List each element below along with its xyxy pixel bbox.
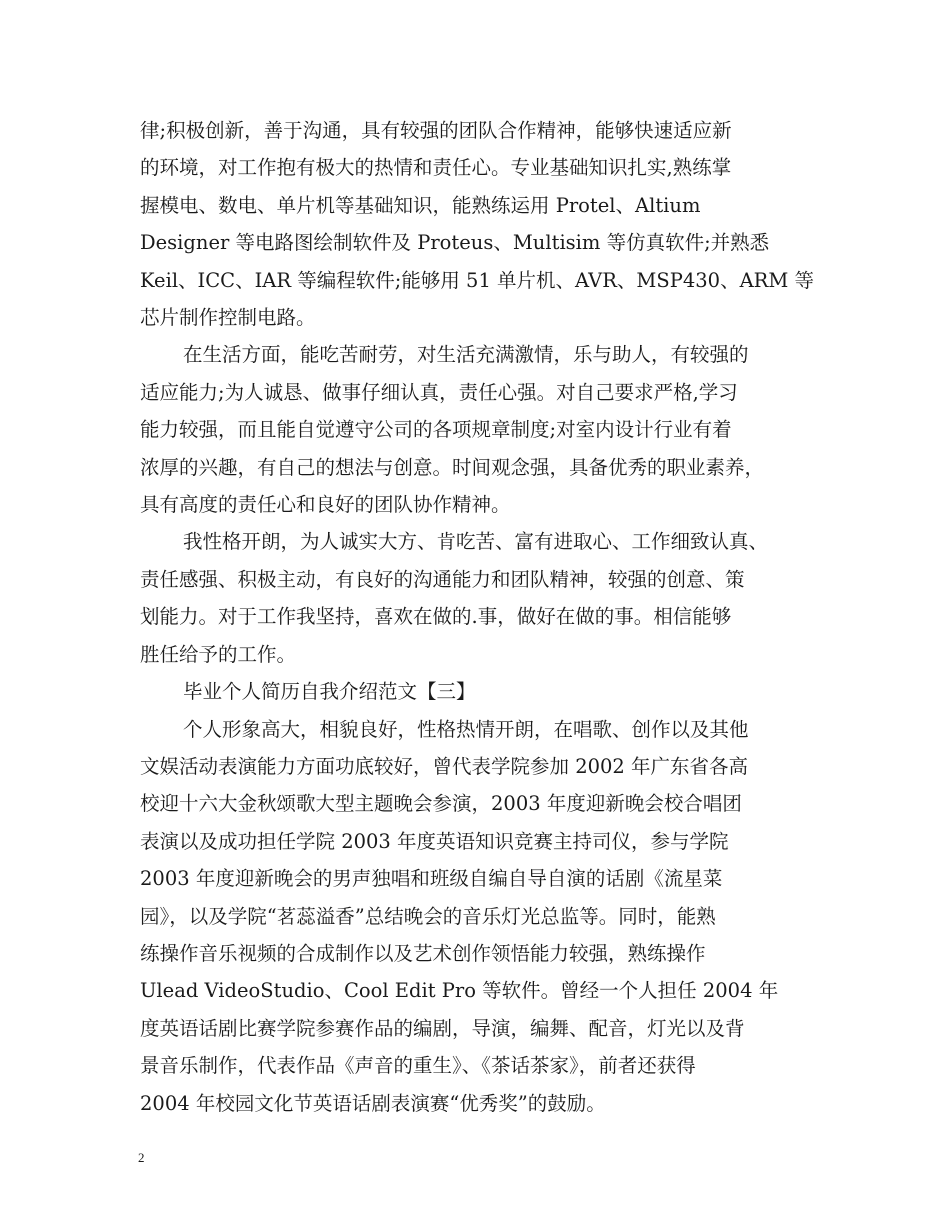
body-paragraph [140,523,815,673]
section-heading [140,673,815,710]
text-line: 在生活方面，能吃苦耐劳，对生活充满激情，乐与助人，有较强的 [183,343,749,367]
text-line: 能力较强，而且能自觉遵守公司的各项规章制度;对室内设计行业有着 [140,418,732,442]
text-line: 我性格开朗，为人诚实大方、肯吃苦、富有进取心、工作细致认真、 [183,530,769,554]
text-line: 2004 年校园文化节英语话剧表演赛“优秀奖”的鼓励。 [140,1091,606,1115]
body-paragraph [140,711,815,1122]
text-line: Keil、ICC、IAR 等编程软件;能够用 51 单片机、AVR、MSP430、ARM 等 [140,268,815,292]
text-line: 浓厚的兴趣，有自己的想法与创意。时间观念强，具备优秀的职业素养， [140,455,765,479]
text-line: 校迎十六大金秋颂歌大型主题晚会参演，2003 年度迎新晚会校合唱团 [140,792,742,816]
text-line: 芯片制作控制电路。 [140,306,316,330]
text-line: 的环境，对工作抱有极大的热情和责任心。专业基础知识扎实,熟练掌 [140,156,732,180]
text-line: 个人形象高大，相貌良好，性格热情开朗，在唱歌、创作以及其他 [183,717,749,741]
text-line: 划能力。对于工作我坚持，喜欢在做的.事，做好在做的事。相信能够 [140,605,732,629]
text-line: 2003 年度迎新晚会的男声独唱和班级自编自导自演的话剧《流星菜 [140,867,723,891]
text-line: 胜任给予的工作。 [140,642,297,666]
text-line: 具有高度的责任心和良好的团队协作精神。 [140,493,511,517]
text-line: 毕业个人简历自我介绍范文【三】 [183,680,476,704]
text-line: 文娱活动表演能力方面功底较好，曾代表学院参加 2002 年广东省各高 [140,754,749,778]
text-line: Designer 等电路图绘制软件及 Proteus、Multisim 等仿真软件;并熟悉 [140,231,770,255]
text-line: 园》，以及学院“茗蕊溢香”总结晚会的音乐灯光总监等。同时，能熟 [140,904,716,928]
text-line: Ulead VideoStudio、Cool Edit Pro 等软件。曾经一个人担任 2004 年 [140,979,779,1003]
body-paragraph [140,336,815,523]
text-line: 表演以及成功担任学院 2003 年度英语知识竞赛主持司仪，参与学院 [140,829,729,853]
text-line: 握模电、数电、单片机等基础知识，能熟练运用 Protel、Altium [140,193,701,217]
text-line: 适应能力;为人诚恳、做事仔细认真，责任心强。对自己要求严格,学习 [140,380,738,404]
document-body [140,112,815,1122]
text-line: 律;积极创新，善于沟通，具有较强的团队合作精神，能够快速适应新 [140,119,732,142]
text-line: 景音乐制作，代表作品《声音的重生》、《茶话茶家》，前者还获得 [140,1054,696,1078]
text-line: 度英语话剧比赛学院参赛作品的编剧，导演，编舞、配音，灯光以及背 [140,1016,745,1040]
body-paragraph [140,112,815,336]
text-line: 练操作音乐视频的合成制作以及艺术创作领悟能力较强，熟练操作 [140,941,706,965]
page-number: 2 [138,1150,145,1165]
text-line: 责任感强、积极主动，有良好的沟通能力和团队精神，较强的创意、策 [140,567,745,591]
